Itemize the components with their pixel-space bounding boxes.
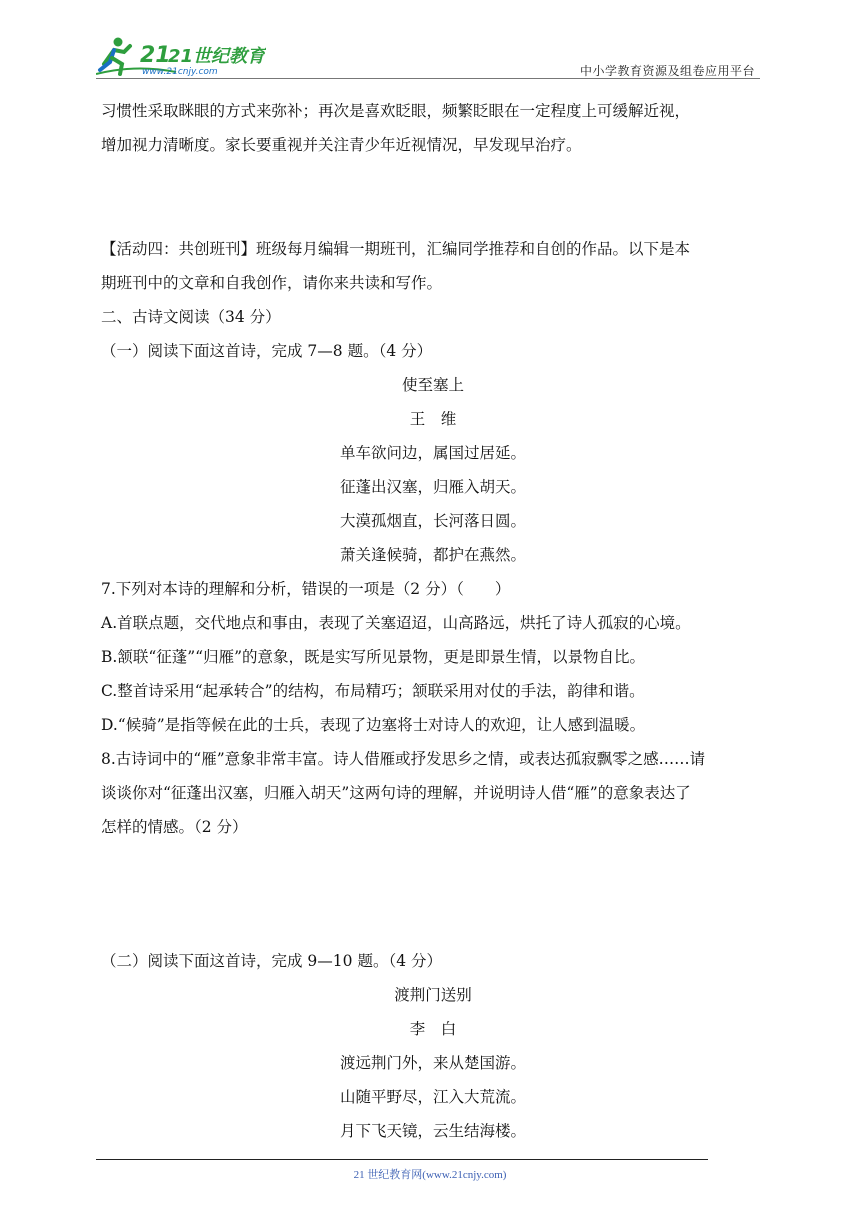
option-a: A.首联点题，交代地点和事由，表现了关塞迢迢，山高路远，烘托了诗人孤寂的心境。 [101, 614, 691, 632]
part1-intro: （一）阅读下面这首诗，完成 7—8 题。（4 分） [101, 342, 433, 360]
footer-divider [96, 1159, 708, 1160]
activity-line-1: 【活动四：共创班刊】班级每月编辑一期班刊，汇编同学推荐和自创的作品。以下是本 [101, 240, 691, 258]
svg-text:21世纪教育: 21世纪教育 [168, 46, 266, 67]
question-8-line: 怎样的情感。（2 分） [101, 818, 248, 836]
poem2-line: 月下飞天镜，云生结海楼。 [339, 1122, 526, 1140]
footer-link[interactable]: 21 世纪教育网(www.21cnjy.com) [353, 1169, 507, 1181]
poem1-title: 使至塞上 [401, 376, 464, 394]
page-header [0, 0, 860, 80]
poem1-line: 单车欲问边，属国过居延。 [339, 444, 526, 462]
svg-text:21: 21 [140, 43, 171, 68]
document-body [101, 94, 765, 1148]
poem2-line: 山随平野尽，江入大荒流。 [339, 1088, 526, 1106]
intro-line-1: 习惯性采取眯眼的方式来弥补；再次是喜欢眨眼，频繁眨眼在一定程度上可缓解近视， [101, 102, 691, 120]
section-heading: 二、古诗文阅读（34 分） [101, 308, 281, 326]
option-b: B.颔联“征蓬”“归雁”的意象，既是实写所见景物，更是即景生情，以景物自比。 [101, 648, 646, 666]
poem1-line: 萧关逢候骑，都护在燕然。 [339, 546, 526, 564]
logo-21cnjy [96, 34, 266, 78]
poem1-line: 大漠孤烟直，长河落日圆。 [339, 512, 526, 530]
poem2-title: 渡荆门送别 [394, 986, 472, 1004]
activity-line-2: 期班刊中的文章和自我创作，请你来共读和写作。 [101, 274, 443, 292]
platform-name: 中小学教育资源及组卷应用平台 [579, 64, 755, 78]
part2-intro: （二）阅读下面这首诗，完成 9—10 题。（4 分） [101, 952, 442, 970]
question-8-line: 谈谈你对“征蓬出汉塞，归雁入胡天”这两句诗的理解，并说明诗人借“雁”的意象表达了 [101, 784, 691, 802]
intro-line-2: 增加视力清晰度。家长要重视并关注青少年近视情况，早发现早治疗。 [101, 136, 582, 154]
poem1-author: 王 维 [409, 410, 457, 428]
poem1-line: 征蓬出汉塞，归雁入胡天。 [339, 478, 526, 496]
option-c: C.整首诗采用“起承转合”的结构，布局精巧；颔联采用对仗的手法，韵律和谐。 [101, 682, 645, 700]
svg-text:www.21cnjy.com: www.21cnjy.com [142, 67, 218, 77]
question-8-line: 8.古诗词中的“雁”意象非常丰富。诗人借雁或抒发思乡之情，或表达孤寂飘零之感……请 [101, 750, 706, 768]
poem2-author: 李 白 [409, 1020, 457, 1038]
option-d: D.“候骑”是指等候在此的士兵，表现了边塞将士对诗人的欢迎，让人感到温暖。 [101, 716, 646, 734]
header-divider [96, 78, 760, 79]
poem2-line: 渡远荆门外，来从楚国游。 [339, 1054, 526, 1072]
question-7: 7.下列对本诗的理解和分析，错误的一项是（2 分）（ ） [101, 580, 511, 598]
